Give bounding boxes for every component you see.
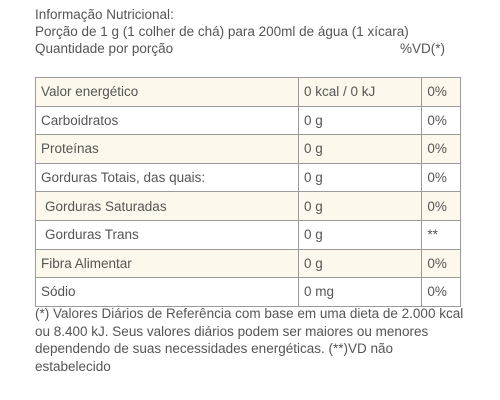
table-row-proteinas (36, 135, 461, 164)
nutrient-name: Gorduras Totais, das quais: (36, 163, 299, 192)
nutrient-vd: 0% (422, 135, 461, 164)
table-row-gorduras-trans (36, 220, 461, 249)
table-row-gorduras-totais (36, 163, 461, 192)
nutrient-name: Carboidratos (36, 106, 299, 135)
nutrient-vd: 0% (422, 192, 461, 221)
table-row-fibra-alimentar (36, 249, 461, 278)
nutrient-amount: 0 kcal / 0 kJ (298, 78, 421, 107)
nutrient-name: Gorduras Saturadas (36, 192, 299, 221)
nutrient-name: Sódio (36, 278, 299, 307)
footnote: (*) Valores Diários de Referência com base em uma dieta de 2.000 kcal ou 8.400 kJ. Seus valores diários podem ser maiores ou menores dependendo de suas necessidades energéticas. (**)VD não estabelecido (35, 306, 464, 374)
portion-description: Porção de 1 g (1 colher de chá) para 200ml de água (1 xícara) (35, 24, 409, 39)
nutrient-amount: 0 mg (298, 278, 421, 307)
nutrient-vd: 0% (422, 163, 461, 192)
table-row-sodio (36, 278, 461, 307)
nutrient-name: Valor energético (36, 78, 299, 107)
nutrient-name: Gorduras Trans (36, 220, 299, 249)
table-row-carboidratos (36, 106, 461, 135)
nutrient-amount: 0 g (298, 106, 421, 135)
quantity-label: Quantidade por porção (35, 41, 174, 56)
nutrient-vd: ** (422, 220, 461, 249)
nutrient-name: Proteínas (36, 135, 299, 164)
nutrient-amount: 0 g (298, 192, 421, 221)
nutrition-table (35, 77, 461, 307)
nutrition-header (35, 6, 465, 57)
table-row-valor-energetico (36, 78, 461, 107)
nutrient-amount: 0 g (298, 249, 421, 278)
nutrient-amount: 0 g (298, 163, 421, 192)
vd-label: %VD(*) (399, 41, 445, 56)
nutrient-vd: 0% (422, 78, 461, 107)
nutrient-vd: 0% (422, 278, 461, 307)
nutrient-vd: 0% (422, 249, 461, 278)
nutrient-vd: 0% (422, 106, 461, 135)
nutrient-amount: 0 g (298, 220, 421, 249)
nutrient-name: Fibra Alimentar (36, 249, 299, 278)
nutrient-amount: 0 g (298, 135, 421, 164)
table-row-gorduras-saturadas (36, 192, 461, 221)
nutrition-title: Informação Nutricional: (35, 7, 174, 22)
column-labels-row (35, 40, 445, 57)
